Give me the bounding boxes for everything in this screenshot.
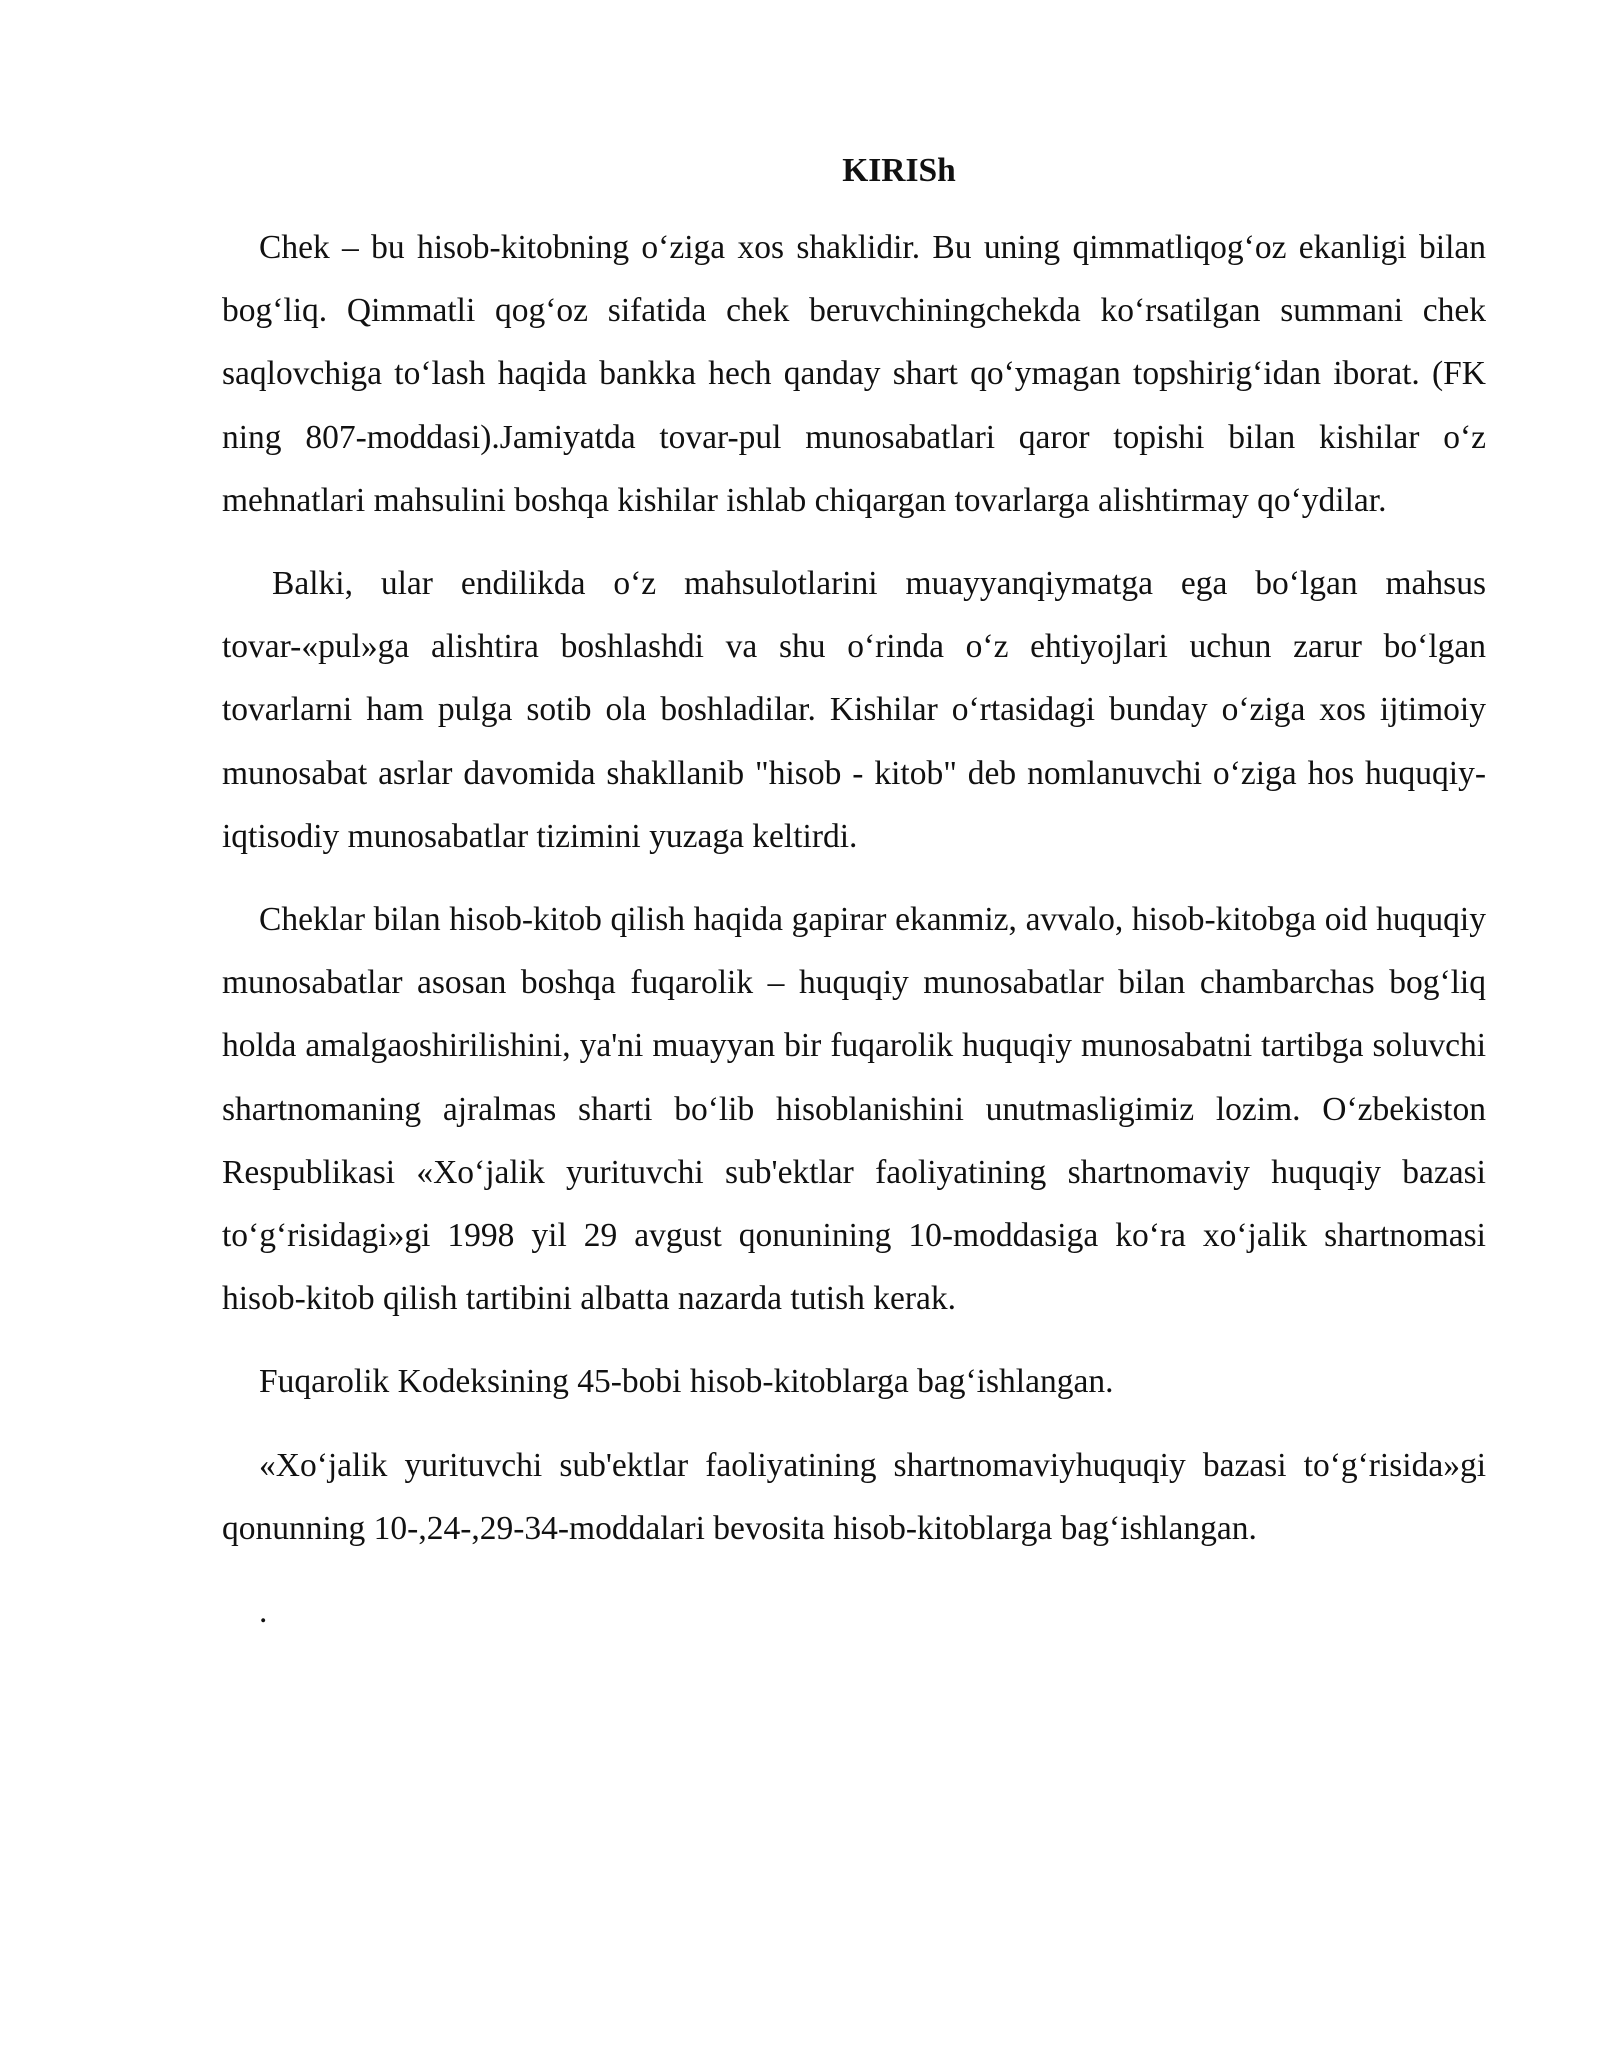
paragraph-2: Balki, ular endilikda o‘z mahsulotlarini muayyanqiymatga ega bo‘lgan mahsus tovar-«pul»ga alishtira boshlashdi va shu o‘rinda o‘z ehtiyojlari uchun zarur bo‘lgan tovarlarni ham pulga sotib ola boshladilar. Kishilar o‘rtasidagi bunday o‘ziga xos ijtimoiy munosabat asrlar davomida shakllanib "hisob - kitob" deb nomlanuvchi o‘ziga hos huquqiy-iqtisodiy munosabatlar tizimini yuzaga keltirdi. <box>222 565 1486 855</box>
page-title: KIRISh <box>842 152 956 189</box>
paragraph-5: «Xo‘jalik yurituvchi sub'ektlar faoliyatining shartnomaviyhuquqiy bazasi to‘g‘risida»gi qonunning 10-,24-,29-34-moddalari bevosita hisob-kitoblarga bag‘ishlangan. <box>222 1446 1486 1547</box>
document-body <box>222 146 1486 1643</box>
paragraph-4: Fuqarolik Kodeksining 45-bobi hisob-kitoblarga bag‘ishlangan. <box>259 1363 1114 1401</box>
trailing-dot: . <box>259 1593 268 1631</box>
paragraph-3: Cheklar bilan hisob-kitob qilish haqida gapirar ekanmiz, avvalo, hisob-kitobga oid huquqiy munosabatlar asosan boshqa fuqarolik – huquqiy munosabatlar bilan chambarchas bog‘liq holda amalgaoshirilishini, ya'ni muayyan bir fuqarolik huquqiy munosabatni tartibga soluvchi shartnomaning ajralmas sharti bo‘lib hisoblanishini unutmasligimiz lozim. O‘zbekiston Respublikasi «Xo‘jalik yurituvchi sub'ektlar faoliyatining shartnomaviy huquqiy bazasi to‘g‘risidagi»gi 1998 yil 29 avgust qonunining 10-moddasiga ko‘ra xo‘jalik shartnomasi hisob-kitob qilish tartibini albatta nazarda tutish kerak. <box>222 901 1486 1318</box>
paragraph-1: Chek – bu hisob-kitobning o‘ziga xos shaklidir. Bu uning qimmatliqog‘oz ekanligi bilan bog‘liq. Qimmatli qog‘oz sifatida chek beruvchiningchekda ko‘rsatilgan summani chek saqlovchiga to‘lash haqida bankka hech qanday shart qo‘ymagan topshirig‘idan iborat. (FK ning 807-moddasi).Jamiyatda tovar-pul munosabatlari qaror topishi bilan kishilar o‘z mehnatlari mahsulini boshqa kishilar ishlab chiqargan tovarlarga alishtirmay qo‘ydilar. <box>222 229 1486 519</box>
